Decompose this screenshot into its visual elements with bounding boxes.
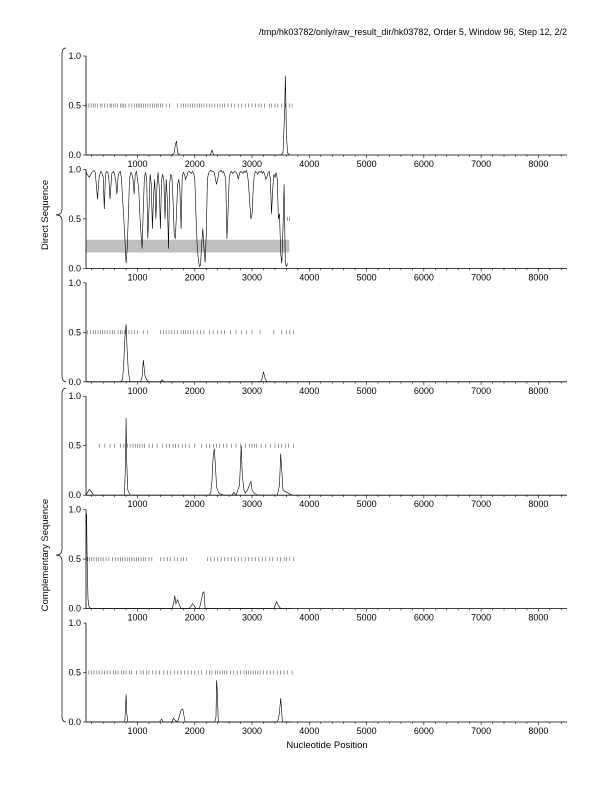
x-tick-label: 1000	[127, 159, 148, 169]
panels	[68, 51, 567, 736]
y-tick-label: 1.0	[68, 51, 81, 61]
x-tick-label: 2000	[184, 272, 205, 283]
x-tick-label: 6000	[413, 726, 434, 736]
x-tick-label: 6000	[413, 385, 434, 396]
x-tick-label: 7000	[471, 385, 492, 396]
x-tick-label: 7000	[471, 499, 492, 510]
x-tick-label: 4000	[299, 499, 320, 510]
series-line	[86, 76, 290, 155]
y-tick-label: 1.0	[68, 504, 81, 515]
x-tick-label: 3000	[242, 499, 263, 510]
y-tick-label: 0.5	[68, 213, 81, 224]
x-tick-label: 6000	[413, 272, 434, 283]
x-tick-label: 4000	[299, 726, 320, 736]
group-label: Complementary Sequence	[40, 498, 51, 612]
panel-4	[68, 391, 567, 509]
x-tick-label: 5000	[356, 612, 377, 623]
panel-3	[68, 278, 567, 396]
x-tick-label: 8000	[528, 726, 549, 736]
x-tick-label: 7000	[471, 726, 492, 736]
x-tick-label: 2000	[184, 726, 205, 736]
x-tick-label: 4000	[299, 272, 320, 283]
panel-5	[68, 505, 567, 623]
panel-1	[68, 51, 567, 169]
x-tick-label: 1000	[127, 499, 148, 510]
group-labels	[40, 48, 66, 722]
y-tick-label: 0.5	[68, 667, 81, 678]
x-tick-label: 3000	[242, 385, 263, 396]
x-tick-label: 4000	[299, 612, 320, 623]
threshold-band	[86, 240, 289, 253]
x-tick-label: 6000	[413, 159, 434, 169]
x-tick-label: 2000	[184, 385, 205, 396]
y-tick-label: 1.0	[68, 391, 81, 402]
group-brace	[56, 48, 66, 382]
x-tick-label: 8000	[528, 612, 549, 623]
y-tick-label: 0.5	[68, 327, 81, 338]
x-tick-label: 6000	[413, 612, 434, 623]
x-tick-label: 1000	[127, 272, 148, 283]
series-line	[86, 680, 292, 722]
x-tick-label: 5000	[356, 499, 377, 510]
figure-title: /tmp/hk03782/only/raw_result_dir/hk03782, Order 5, Window 96, Step 12, 2/2	[258, 27, 567, 37]
x-tick-label: 7000	[471, 159, 492, 169]
y-tick-label: 1.0	[68, 164, 81, 175]
x-tick-label: 5000	[356, 385, 377, 396]
y-tick-label: 0.0	[68, 150, 81, 160]
x-tick-label: 2000	[184, 499, 205, 510]
y-tick-label: 0.0	[68, 263, 81, 274]
series-line	[86, 418, 292, 495]
series-line	[86, 324, 292, 381]
x-tick-label: 2000	[184, 159, 205, 169]
x-tick-label: 7000	[471, 272, 492, 283]
x-tick-label: 5000	[356, 272, 377, 283]
x-tick-label: 1000	[127, 612, 148, 623]
panel-6	[68, 618, 567, 736]
x-tick-label: 3000	[242, 612, 263, 623]
x-tick-label: 5000	[356, 159, 377, 169]
y-tick-label: 0.5	[68, 100, 81, 111]
y-tick-label: 1.0	[68, 277, 81, 288]
x-tick-label: 6000	[413, 499, 434, 510]
group-brace	[56, 388, 66, 722]
x-axis-label: Nucleotide Position	[286, 740, 368, 751]
x-tick-label: 1000	[127, 726, 148, 736]
x-tick-label: 3000	[242, 272, 263, 283]
x-tick-label: 4000	[299, 159, 320, 169]
x-tick-label: 3000	[242, 726, 263, 736]
x-tick-label: 2000	[184, 612, 205, 623]
y-tick-label: 0.0	[68, 376, 81, 387]
y-tick-label: 0.0	[68, 490, 81, 501]
panel-2	[68, 164, 567, 282]
y-tick-label: 0.5	[68, 554, 81, 565]
x-tick-label: 8000	[528, 385, 549, 396]
y-tick-label: 0.0	[68, 717, 81, 727]
group-label: Direct Sequence	[40, 179, 51, 251]
x-tick-label: 8000	[528, 159, 549, 169]
x-tick-label: 7000	[471, 612, 492, 623]
y-tick-label: 0.5	[68, 440, 81, 451]
x-tick-label: 3000	[242, 159, 263, 169]
x-tick-label: 8000	[528, 272, 549, 283]
x-tick-label: 1000	[127, 385, 148, 396]
series-line	[86, 514, 292, 609]
y-tick-label: 1.0	[68, 618, 81, 628]
x-tick-label: 8000	[528, 499, 549, 510]
x-tick-label: 4000	[299, 385, 320, 396]
x-tick-label: 5000	[356, 726, 377, 736]
y-tick-label: 0.0	[68, 603, 81, 614]
